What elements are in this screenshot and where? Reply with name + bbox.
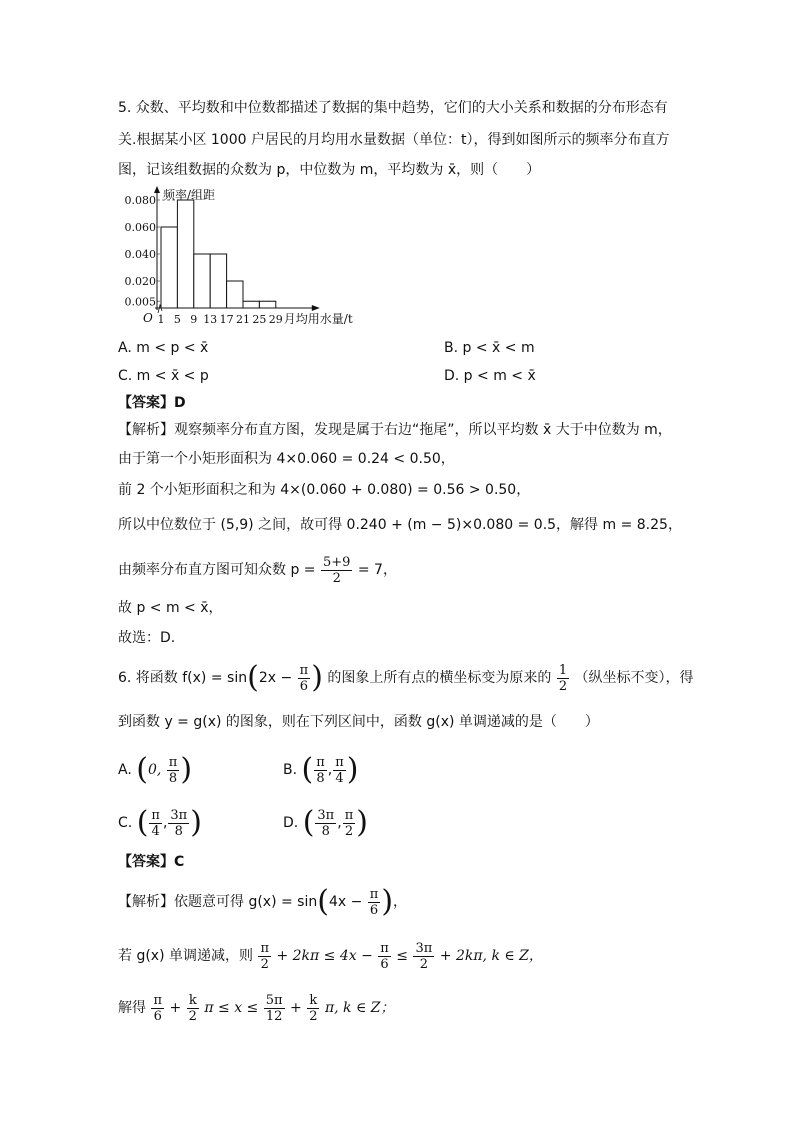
histogram-bar <box>161 227 177 308</box>
q5-analysis-line2: 由于第一个小矩形面积为 4×0.060 = 0.24 < 0.50， <box>118 451 455 467</box>
q5-option-b: B. p < x̄ < m <box>444 340 535 356</box>
x-tick-label: 1 <box>157 313 165 326</box>
frac-num: k <box>309 992 318 1008</box>
q5-conclusion: 故 p < m < x̄， <box>118 600 223 616</box>
right-paren: ) <box>381 884 394 919</box>
frac <box>307 993 319 1024</box>
option-label: D. <box>283 815 299 831</box>
inequality-suffix: π, k ∈ Z； <box>324 1000 395 1016</box>
frac-den: 2 <box>419 956 429 972</box>
frequency-histogram <box>116 186 386 331</box>
frac-num: π <box>344 807 354 823</box>
q6-stem-a: 6. 将函数 f(x) = sin <box>118 670 248 686</box>
q6-analysis-line3 <box>118 990 395 1026</box>
q6-stem-d: （纵坐标不变），得 <box>574 670 694 686</box>
right-paren: ) <box>190 805 202 840</box>
frac-num: π <box>168 754 178 770</box>
analysis-prefix: 【解析】依题意可得 g(x) = sin <box>118 894 318 910</box>
plus: + <box>169 1000 182 1016</box>
interval-left <box>149 808 162 839</box>
left-paren: ( <box>136 752 148 787</box>
mode-prefix: 由频率分布直方图可知众数 p = <box>118 562 316 578</box>
plus: + <box>290 1000 302 1016</box>
y-tick-label: 0.020 <box>124 275 156 288</box>
left-paren: ( <box>247 660 259 695</box>
half-fraction <box>557 663 569 694</box>
interval-right <box>333 755 346 786</box>
q6-option-c: C. ( $\frac{\pi}{4}$ , $\frac{3\pi}{8}$ ) <box>118 805 202 840</box>
q6-stem-line1 <box>118 660 694 696</box>
origin-label: O <box>143 311 153 325</box>
mode-fraction <box>321 555 352 586</box>
frac-num: π <box>151 807 160 823</box>
x-tick-label: 13 <box>203 313 218 326</box>
histogram-bar <box>210 254 226 308</box>
inequality-mid: π ≤ x ≤ <box>204 1000 259 1016</box>
left-paren: ( <box>301 752 314 787</box>
option-label: A. <box>118 762 132 778</box>
histogram-bar <box>243 301 259 308</box>
q6-stem-line2: 到函数 y = g(x) 的图象，则在下列区间中，函数 g(x) 单调递减的是（ ） <box>118 714 599 730</box>
frac-den: 6 <box>380 956 389 972</box>
q6-answer: 【答案】C <box>118 854 185 870</box>
left-paren: ( <box>317 884 329 919</box>
frac <box>264 993 285 1024</box>
frac-num: π <box>316 754 325 770</box>
frac-num: 3π <box>415 940 433 956</box>
analysis-prefix: 解得 <box>118 1000 146 1016</box>
q6-stem-frac <box>298 663 311 694</box>
q5-choose: 故选：D. <box>118 630 176 646</box>
interval-right <box>343 808 356 839</box>
mode-suffix: = 7， <box>357 562 397 578</box>
x-tick-label: 17 <box>219 313 234 326</box>
x-axis-label: 月均用水量/t <box>283 312 353 326</box>
q5-option-d: D. p < m < x̄ <box>444 368 536 384</box>
frac-num: π <box>335 754 344 770</box>
frac-den: 8 <box>316 770 325 786</box>
analysis-inner: 4x − <box>328 894 363 910</box>
q5-stem-line3: 图，记该组数据的众数为 p，中位数为 m，平均数为 x̄，则（ ） <box>118 162 541 178</box>
q6-option-d: D. ( $\frac{3\pi}{8}$ , $\frac{\pi}{2}$ ) <box>283 805 368 840</box>
y-axis-label: 频率/组距 <box>163 188 216 202</box>
frac-den: 2 <box>188 1008 197 1024</box>
x-tick-label: 21 <box>236 313 250 326</box>
interval-right <box>168 808 189 839</box>
left-paren: ( <box>136 805 149 840</box>
x-axis-arrow <box>312 305 320 311</box>
inequality-mid: ≤ <box>396 948 409 964</box>
q5-stem-line2: 关.根据某小区 1000 户居民的月均用水量数据（单位：t），得到如图所示的频率分布直方 <box>118 132 670 148</box>
analysis-suffix: ， <box>393 894 408 910</box>
histogram-bar <box>177 200 193 308</box>
frac-den: 4 <box>151 823 160 839</box>
frac <box>187 993 199 1024</box>
frac-num: π <box>369 886 379 902</box>
mode-fraction-num: 5+9 <box>322 554 351 570</box>
frac-num: 3π <box>317 807 335 823</box>
frac-num: 5π <box>265 992 283 1008</box>
frac-den: 4 <box>335 770 344 786</box>
y-tick-label: 0.040 <box>124 248 156 261</box>
right-paren: ) <box>180 752 193 787</box>
q6-analysis-line2 <box>118 938 543 974</box>
q6-analysis-line1 <box>118 884 407 920</box>
interval-left <box>314 755 327 786</box>
x-tick-label: 9 <box>190 313 198 326</box>
q5-option-a: A. m < p < x̄ <box>118 340 209 356</box>
q5-stem-line1: 5. 众数、平均数和中位数都描述了数据的集中趋势，它们的大小关系和数据的分布形态有 <box>118 100 668 116</box>
right-paren: ) <box>346 752 359 787</box>
y-tick-label: 0.005 <box>124 295 156 309</box>
q5-analysis-line1: 【解析】观察频率分布直方图，发现是属于右边“拖尾”，所以平均数 x̄ 大于中位数为 m， <box>118 422 672 438</box>
right-paren: ) <box>311 660 323 695</box>
frac-den: 8 <box>321 823 330 839</box>
q5-analysis-line4: 所以中位数位于 (5,9) 之间，故可得 0.240 + (m − 5)×0.080 = 0.5，解得 m = 8.25， <box>118 517 682 533</box>
mode-fraction-den: 2 <box>332 570 341 586</box>
frac-num: k <box>188 992 197 1008</box>
frac-den: 6 <box>153 1008 162 1024</box>
analysis-prefix: 若 g(x) 单调递减，则 <box>118 948 253 964</box>
option-label: C. <box>118 815 133 831</box>
option-label: B. <box>283 762 298 778</box>
analysis-frac <box>368 887 381 918</box>
frac-den: 2 <box>344 823 354 839</box>
x-tick-label: 25 <box>252 313 267 326</box>
frac <box>151 993 164 1024</box>
q5-answer: 【答案】D <box>118 395 186 411</box>
histogram-bar <box>259 301 275 308</box>
q5-analysis-line3: 前 2 个小矩形面积之和为 4×(0.060 + 0.080) = 0.56 > 0.50， <box>118 482 531 498</box>
q6-stem-c: 的图象上所有点的横坐标变为原来的 <box>327 670 552 686</box>
frac-den: 6 <box>299 678 309 694</box>
frac-num: 1 <box>558 662 568 678</box>
frac-den: 2 <box>558 678 568 694</box>
frac-den: 2 <box>309 1008 318 1024</box>
histogram-bar <box>227 281 243 308</box>
frac-den: 12 <box>265 1008 283 1024</box>
frac-den: 8 <box>174 823 183 839</box>
x-tick-label: 29 <box>268 313 283 326</box>
frac <box>378 941 391 972</box>
inequality-mid: + 2kπ ≤ 4x − <box>276 948 373 964</box>
frac-den: 6 <box>369 902 379 918</box>
interval-left <box>315 808 336 839</box>
frac-den: 8 <box>168 770 178 786</box>
q6-stem-b: 2x − <box>258 670 293 686</box>
y-axis-arrow <box>154 186 160 193</box>
frac-num: 3π <box>170 807 188 823</box>
q6-option-b: B. ( $\frac{\pi}{8}$ , $\frac{\pi}{4}$ ) <box>283 752 359 787</box>
frac-num: π <box>153 992 162 1008</box>
frac-num: π <box>380 940 389 956</box>
y-tick-label: 0.080 <box>124 194 156 207</box>
right-paren: ) <box>356 805 368 840</box>
q6-option-a <box>118 750 192 790</box>
y-tick-label: 0.060 <box>124 221 156 234</box>
left-paren: ( <box>302 805 315 840</box>
q5-mode-line <box>118 553 397 587</box>
frac-num: π <box>299 662 309 678</box>
histogram-bar <box>194 254 210 308</box>
x-tick-label: 5 <box>173 313 181 326</box>
frac <box>258 941 271 972</box>
inequality-suffix: + 2kπ, k ∈ Z， <box>439 948 543 964</box>
interval-right <box>167 755 180 786</box>
frac-den: 2 <box>260 956 269 972</box>
q5-option-c: C. m < x̄ < p <box>118 368 209 384</box>
frac-num: π <box>260 940 269 956</box>
interval-left: 0, <box>147 762 162 778</box>
frac <box>413 941 434 972</box>
